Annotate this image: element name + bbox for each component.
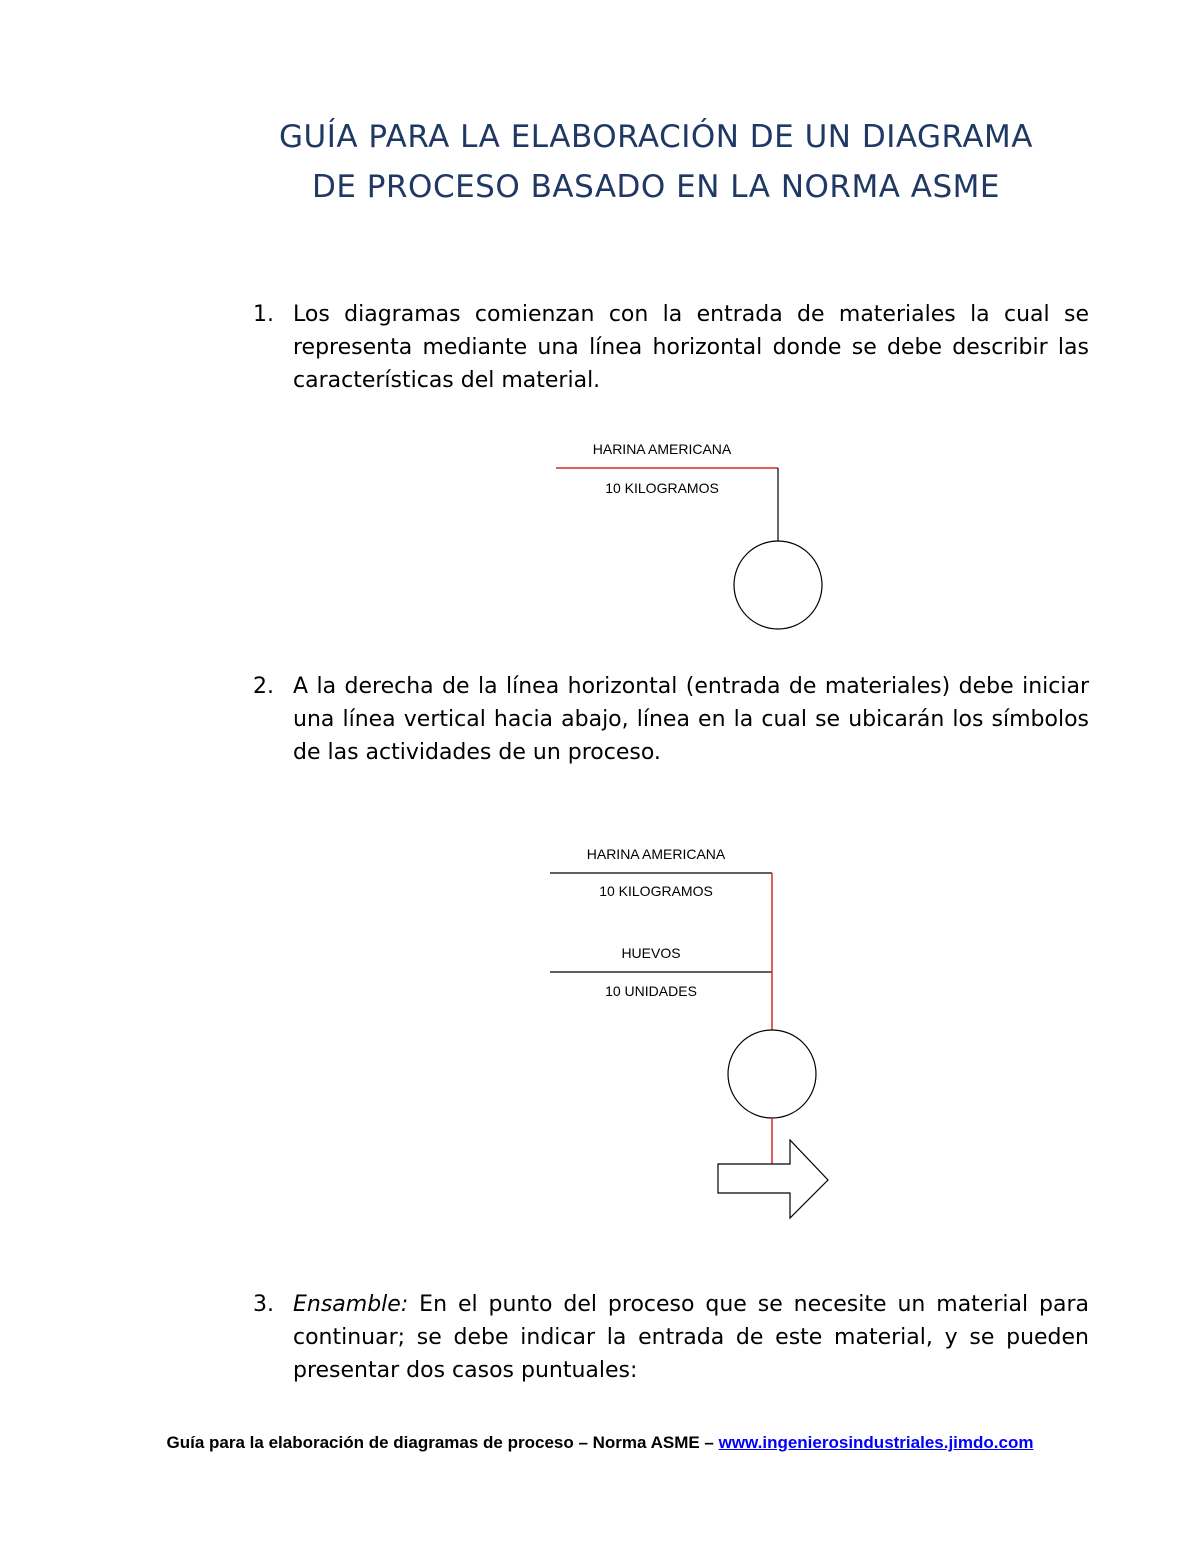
- list-item-text: Los diagramas comienzan con la entrada de materiales la cual se representa mediante una línea horizontal donde se debe describir las características del material.: [293, 302, 1089, 393]
- diagram-2-quantity-2-label: 10 UNIDADES: [605, 983, 697, 999]
- list-item-emphasis: Ensamble:: [293, 1292, 409, 1317]
- diagram-1: [556, 441, 822, 629]
- transport-arrow-icon: [718, 1140, 828, 1218]
- diagram-1-material-label: HARINA AMERICANA: [592, 441, 732, 457]
- list-item-2: [253, 670, 1089, 769]
- page-title-line-1: GUÍA PARA LA ELABORACIÓN DE UN DIAGRAMA: [279, 119, 1033, 155]
- list-item-number: 2.: [253, 674, 274, 699]
- diagram-2-material-2-label: HUEVOS: [621, 945, 681, 961]
- diagram-2-material-1-label: HARINA AMERICANA: [586, 846, 726, 862]
- list-item-3: [253, 1288, 1089, 1387]
- operation-circle-icon: [728, 1030, 816, 1118]
- list-item-text: [293, 1288, 1089, 1387]
- list-item-number: 1.: [253, 302, 274, 327]
- footer-link[interactable]: www.ingenierosindustriales.jimdo.com: [718, 1433, 1034, 1452]
- operation-circle-icon: [734, 541, 822, 629]
- diagram-1-quantity-label: 10 KILOGRAMOS: [605, 480, 719, 496]
- list-item-body: En el punto del proceso que se necesite un material para continuar; se debe indicar la entrada de este material, y se pueden presentar dos casos puntuales:: [293, 1292, 1089, 1383]
- diagram-2: [550, 846, 828, 1218]
- diagram-2-quantity-1-label: 10 KILOGRAMOS: [599, 883, 713, 899]
- list-item-number: 3.: [253, 1292, 274, 1317]
- page-footer: [0, 1433, 1200, 1453]
- footer-text: Guía para la elaboración de diagramas de proceso – Norma ASME –: [166, 1433, 719, 1452]
- page-title-line-2: DE PROCESO BASADO EN LA NORMA ASME: [312, 169, 1000, 205]
- list-item-text: A la derecha de la línea horizontal (entrada de materiales) debe iniciar una línea vertical hacia abajo, línea en la cual se ubicarán los símbolos de las actividades de un proceso.: [293, 674, 1089, 765]
